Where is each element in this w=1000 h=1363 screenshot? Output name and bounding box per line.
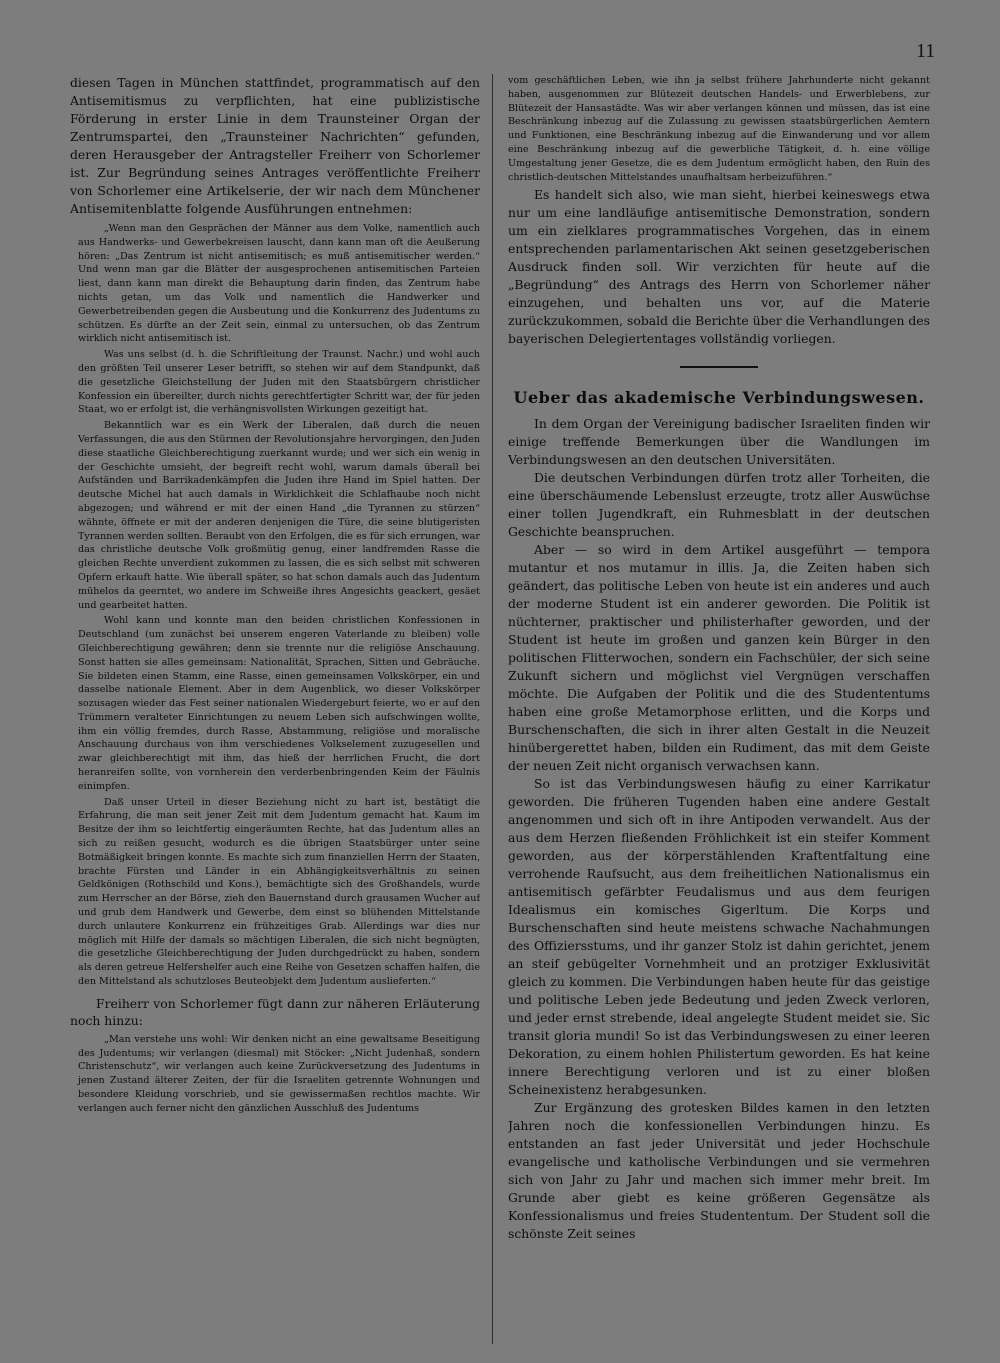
left-column bbox=[70, 74, 480, 1344]
intro-paragraph: diesen Tagen in München stattfindet, programmatisch auf den Antisemitismus zu verpflichten, hat eine publizistische Förderung in erster Linie in dem Traunsteiner Organ der Zentrumspartei, den „Traunsteiner Nachrichten“ gefunden, deren Herausgeber der Antragsteller Freiherr von Schorlemer ist. Zur Begründung seines Antrages veröffentlichte Freiherr von Schorlemer eine Artikelserie, der wir nach dem Münchener Antisemitenblatte folgende Ausführungen entnehmen: bbox=[70, 75, 480, 216]
section-rule bbox=[680, 366, 758, 368]
article-paragraph: Die deutschen Verbindungen dürfen trotz aller Torheiten, die eine überschäumende Lebenslust erzeugte, trotz aller Auswüchse einer tollen Jugendkraft, ein Ruhmesblatt in der deutschen Geschichte beanspruchen. bbox=[508, 470, 930, 540]
quote-paragraph: „Man verstehe uns wohl: Wir denken nicht an eine gewaltsame Beseitigung des Judentums; wir verlangen (diesmal) mit Stöcker: „Nicht Judenhaß, sondern Christenschutz“, wir verlangen auch keine Zurückversetzung des Judentums in jenen Zustand älterer Zeiten, der für die Israeliten getrennte Wohnungen und besondere Kleidung vorschrieb, und sie gewissermaßen rechtlos machte. Wir verlangen auch ferner nicht den gänzlichen Ausschluß des Judentums bbox=[78, 1033, 480, 1114]
quote-paragraph: Daß unser Urteil in dieser Beziehung nicht zu hart ist, bestätigt die Erfahrung, die man seit jener Zeit mit dem Judentum gemacht hat. Kaum im Besitze der ihm so leichtfertig eingeräumten Rechte, hat das Judentum alles an sich zu reißen gesucht, wodurch es die übrigen Staatsbürger unter seine Botmäßigkeit bringen konnte. Es machte sich zum finanziellen Herrn der Staaten, brachte Fürsten und Länder in ein Abhängigkeitsverhältnis zu seinen Geldkönigen (Rothschild und Kons.), bemächtigte sich des Großhandels, wurde zum Herrscher an der Börse, zieh den Bauernstand durch grausamen Wucher auf und grub dem Handwerk und Gewerbe, dem einst so blühenden Mittelstande durch unlautere Konkurrenz ein frühzeitiges Grab. Allerdings war dies nur möglich mit Hilfe der damals so mächtigen Liberalen, die sich nicht begnügten, die gesetzliche Gleichberechtigung der Juden durchgedrückt zu haben, sondern als deren getreue Helfershelfer auch eine Reihe von Gesetzen schaffen halfen, die den Mittelstand als schutzloses Beuteobjekt dem Judentum auslieferten.“ bbox=[78, 796, 480, 988]
transition-paragraph: Freiherr von Schorlemer fügt dann zur näheren Erläuterung noch hinzu: bbox=[70, 995, 480, 1028]
page-number: 11 bbox=[916, 40, 936, 62]
article-paragraph: Aber — so wird in dem Artikel ausgeführt — tempora mutantur et nos mutamur in illis. Ja, die Zeiten haben sich geändert, das politische Leben von heute ist ein anderes und auch der moderne Student ist ein anderer geworden. Die Politik ist nüchterner, praktischer und philisterhafter geworden, und der Student ist heute im großen und ganzen kein Bürger in den politischen Flitterwochen, sondern ein Fachschüler, der sich seine Zukunft sichern und möglichst viel Vergnügen verschaffen möchte. Die Aufgaben der Politik und die des Studententums haben eine große Metamorphose erlitten, und die Korps und Burschenschaften, die sich in ihrer alten Gestalt in die Neuzeit hinübergerettet haben, bilden ein Rudiment, das mit dem Geiste der neuen Zeit nicht organisch verwachsen kann. bbox=[508, 542, 930, 774]
quote-paragraph: „Wenn man den Gesprächen der Männer aus dem Volke, namentlich auch aus Handwerks- und Gewerbekreisen lauscht, dann kann man oft die Aeußerung hören: „Das Zentrum ist nicht antisemitisch; es muß antisemitischer werden.“ Und wenn man gar die Blätter der ausgesprochenen antisemitischen Parteien liest, dann kann man direkt die Behauptung darin finden, das Zentrum habe nichts getan, um das Volk und namentlich die Handwerker und Gewerbetreibenden gegen die Ausbeutung und die Konkurrenz des Judentums zu schützen. Es dürfte an der Zeit sein, einmal zu untersuchen, ob das Zentrum wirklich nicht antisemitisch ist. bbox=[78, 223, 480, 345]
quote-continuation: vom geschäftlichen Leben, wie ihn ja selbst frühere Jahrhunderte nicht gekannt haben, ausgenommen zur Blütezeit deutschen Handels- und Erwerblebens, zur Blütezeit der Hansastädte. Was wir aber verlangen können und müssen, das ist eine Beschränkung inbezug auf die Zulassung zu gewissen staatsbürgerlichen Aemtern und Funktionen, eine Beschränkung inbezug auf die Einwanderung und vor allem eine Beschränkung inbezug auf die gewerbliche Tätigkeit, d. h. eine völlige Umgestaltung jener Gesetze, die es dem Judentum ermöglicht haben, den Ruin des christlich-deutschen Mittelstandes unaufhaltsam herbeizuführen.“ bbox=[508, 75, 930, 183]
column-divider bbox=[492, 74, 493, 1344]
quote-paragraph: Bekanntlich war es ein Werk der Liberalen, daß durch die neuen Verfassungen, die aus den Stürmen der Revolutionsjahre hervorgingen, den Juden diese staatliche Gleichberechtigung zuerkannt wurde; und wer sich ein wenig in der Geschichte umsieht, der begreift recht wohl, warum damals überall bei Aufständen und Barrikadenkämpfen die Juden ihre Hand im Spiel hatten. Der deutsche Michel hat auch damals in Wirklichkeit die Schlafhaube noch nicht abgezogen; und während er mit der einen Hand „die Tyrannen zu stürzen“ wähnte, öffnete er mit der anderen denjenigen die Türe, die seine blutigeristen Tyrannen werden sollten. Beraubt von den Erfolgen, die es für sich errungen, war das christliche deutsche Volk großmütig genug, einer landfremden Rasse die gleichen Rechte unverdient zukommen zu lassen, die es sich selbst mit schweren Opfern erkauft hatte. Wie überall später, so hat schon damals auch das Judentum mühelos da geerntet, wo andere im Schweiße ihres Angesichts geackert, gesäet und gearbeitet hatten. bbox=[78, 420, 480, 611]
quote-paragraph: Wohl kann und konnte man den beiden christlichen Konfessionen in Deutschland (um zunächst bei unserem engeren Vaterlande zu bleiben) volle Gleichberechtigung gewähren; denn sie trennte nur die religiöse Anschauung. Sonst hatten sie alles gemeinsam: Nationalität, Sprachen, Sitten und Gebräuche. Sie bildeten einen Stamm, eine Rasse, einen gemeinsamen Volkskörper, ein und dasselbe nationale Element. Aber in dem Augenblick, wo dieser Volkskörper sozusagen wieder das Fest seiner nationalen Wiedergeburt feierte, wo er auf den Trümmern veralteter Einrichtungen zu neuem Leben sich aufschwingen wollte, ihm ein völlig fremdes, durch Rasse, Abstammung, religiöse und moralische Anschauung durchaus von ihm verschiedenes Volkselement zuzugesellen und zwar gleichberechtigt mit ihm, das hieß der herrlichen Frucht, die dort heranreifen sollte, von vornherein den verderbenbringenden Keim der Fäulnis einimpfen. bbox=[78, 615, 480, 792]
right-column bbox=[508, 74, 930, 1344]
article-paragraph: Zur Ergänzung des grotesken Bildes kamen in den letzten Jahren noch die konfessionellen Verbindungen hinzu. Es entstanden an fast jeder Universität und jeder Hochschule evangelische und katholische Verbindungen und sie vermehren sich von Jahr zu Jahr und machen sich immer mehr breit. Im Grunde aber giebt es keine größeren Gegensätze als Konfessionalismus und freies Studententum. Der Student soll die schönste Zeit seines bbox=[508, 1100, 930, 1242]
conclusion-paragraph: Es handelt sich also, wie man sieht, hierbei keineswegs etwa nur um eine landläufige antisemitische Demonstration, sondern um ein zielklares programmatisches Vorgehen, das in einem entsprechenden parlamentarischen Akt seinen gesetzgeberischen Ausdruck finden soll. Wir verzichten für heute auf die „Begründung“ des Antrags des Herrn von Schorlemer näher einzugehen, und behalten uns vor, auf die Materie zurückzukommen, sobald die Berichte über die Verhandlungen des bayerischen Delegiertentages vollständig vorliegen. bbox=[508, 187, 930, 347]
quote-paragraph: Was uns selbst (d. h. die Schriftleitung der Traunst. Nachr.) und wohl auch den größten Teil unserer Leser betrifft, so stehen wir auf dem Standpunkt, daß die gesetzliche Gleichstellung der Juden mit den Staatsbürgern christlicher Konfession ein übereilter, durch nichts gerechtfertigter Schritt war, der für jeden Staat, wo er erfolgt ist, die verhängnisvollsten Wirkungen gezeitigt hat. bbox=[78, 349, 480, 416]
article-paragraph: In dem Organ der Vereinigung badischer Israeliten finden wir einige treffende Bemerkungen über die Wandlungen im Verbindungswesen an den deutschen Universitäten. bbox=[508, 416, 930, 468]
article-heading: Ueber das akademische Verbindungswesen. bbox=[513, 388, 925, 408]
article-paragraph: So ist das Verbindungswesen häufig zu einer Karrikatur geworden. Die früheren Tugenden haben eine andere Gestalt angenommen und sich oft in ihre Antipoden verwandelt. Aus der aus dem Herzen fließenden Fröhlichkeit ist ein steifer Komment geworden, aus der körperstählenden Kraftentfaltung eine verrohende Raufsucht, aus dem freiheitlichen Nationalismus ein antisemitisch gefärbter Feudalismus und aus dem feurigen Idealismus ein komisches Gigerltum. Die Korps und Burschenschaften sind heute meistens schwache Nachahmungen des Offiziersstums, und ihr ganzer Stolz ist dahin gerichtet, jenem an steif gebügelter Vornehmheit und an protziger Exklusivität gleich zu kommen. Die Verbindungen haben heute für das geistige und politische Leben jede Bedeutung und jeden Zweck verloren, und jeder ernst strebende, ideal angelegte Student meidet sie. Sic transit gloria mundi! So ist das Verbindungswesen zu einer leeren Dekoration, zu einem hohlen Philistertum geworden. Es hat keine innere Berechtigung verloren und ist zu einer bloßen Scheinexistenz herabgesunken. bbox=[508, 776, 930, 1098]
